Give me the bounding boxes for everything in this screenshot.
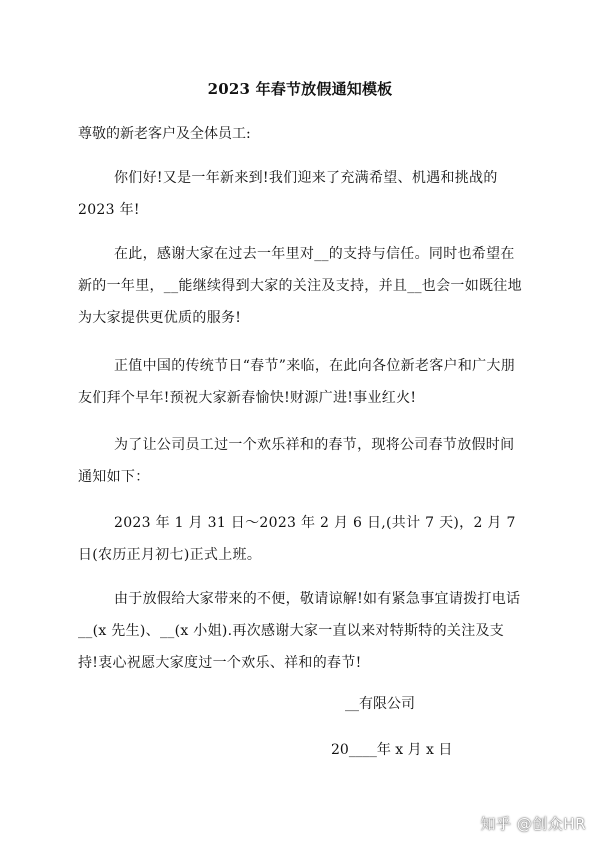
- salutation: 尊敬的新老客户及全体员工:: [78, 126, 251, 142]
- paragraph-contact: 由于放假给大家带来的不便，敬请谅解!如有紧急事宜请拨打电话__(x 先生)、__(x 小姐).再次感谢大家一直以来对特斯特的关注及支持!衷心祝愿大家度过一个欢乐、祥和的春节!: [78, 591, 521, 671]
- paragraph-greeting: 你们好!又是一年新来到!我们迎来了充满希望、机遇和挑战的 2023 年!: [78, 170, 498, 218]
- signature-date: 20____年 x 月 x 日: [331, 742, 453, 758]
- zhihu-watermark: 知乎 @创众HR: [480, 815, 586, 833]
- company-signature: __有限公司: [345, 696, 415, 712]
- paragraph-holiday-dates: 2023 年 1 月 31 日～2023 年 2 月 6 日,(共计 7 天)，2 月 7 日(农历正月初七)正式上班。: [78, 515, 516, 563]
- document-title: 2023 年春节放假通知模板: [207, 80, 393, 98]
- paragraph-holiday-intro: 为了让公司员工过一个欢乐祥和的春节，现将公司春节放假时间通知如下：: [78, 437, 515, 485]
- paragraph-thanks: 在此，感谢大家在过去一年里对__的支持与信任。同时也希望在新的一年里，__能继续得到大家的关注及支持，并且__也会一如既往地为大家提供更优质的服务!: [78, 246, 522, 326]
- paragraph-new-year-wishes: 正值中国的传统节日“春节”来临，在此向各位新老客户和广大朋友们拜个早年!预祝大家新春愉快!财源广进!事业红火!: [78, 358, 516, 406]
